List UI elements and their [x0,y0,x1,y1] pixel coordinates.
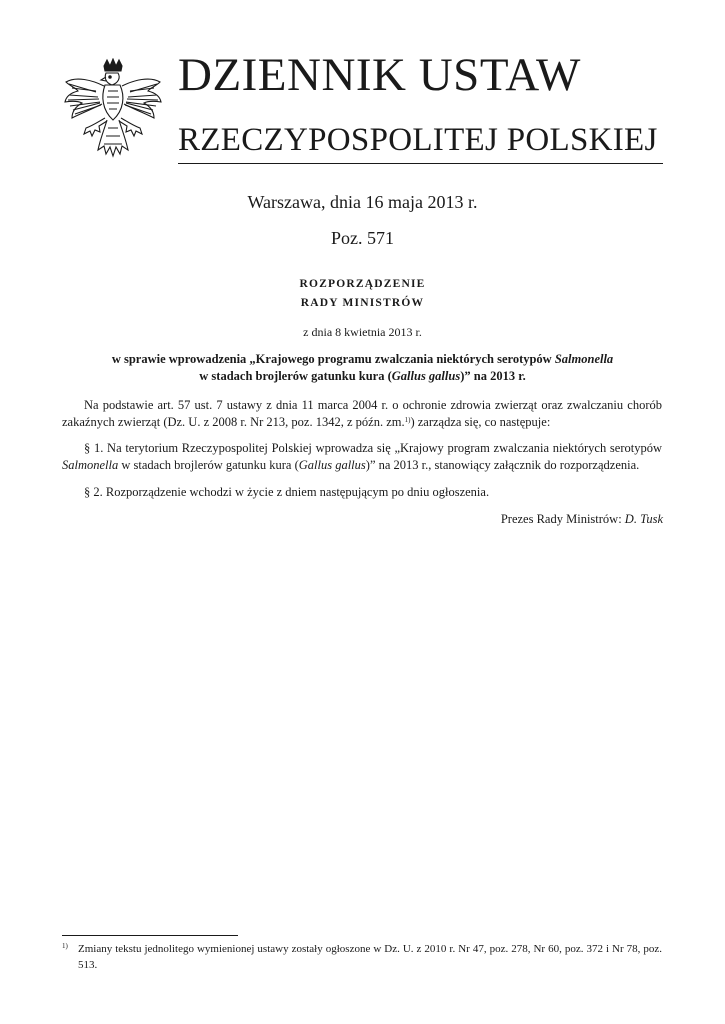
subject-italic: Salmonella [554,352,614,366]
subject-text: )” na 2013 r. [460,369,526,383]
section-1 [62,440,662,474]
section-text: w stadach brojlerów gatunku kura ( [118,458,299,472]
preamble-text: ) zarządza się, co następuje: [410,415,551,429]
position-number: Poz. 571 [331,228,394,248]
footnote-reference[interactable]: 1) [404,416,411,424]
section-2: § 2. Rozporządzenie wchodzi w życie z dniem następującym po dniu ogłoszenia. [84,485,490,499]
preamble-text: Na podstawie art. 57 ust. 7 ustawy z dnia 11 marca 2004 r. o ochronie zdrowia zwierząt oraz zwalczaniu chorób zakaźnych zwierząt (Dz. U. z 2008 r. Nr 213, poz. 1342, z późn. zm. [62,398,662,429]
signature [501,512,663,527]
act-date: z dnia 8 kwietnia 2013 r. [303,325,422,339]
subject-italic: Gallus gallus [391,369,461,383]
signature-name: D. Tusk [624,512,663,526]
footnote [62,941,662,973]
journal-subtitle: RZECZYPOSPOLITEJ POLSKIEJ [178,122,658,158]
act-subject-line-1 [0,352,725,367]
header-rule [178,163,663,164]
signature-role: Prezes Rady Ministrów: [500,512,625,526]
footnote-rule [62,935,238,936]
preamble [62,397,662,431]
section-text: § 1. Na terytorium Rzeczypospolitej Polskiej wprowadza się „Krajowy program zwalczania niektórych serotypów [84,441,662,455]
act-subject-line-2 [0,369,725,384]
subject-text: w sprawie wprowadzenia „Krajowego programu zwalczania niektórych serotypów [111,352,555,366]
publication-date: Warszawa, dnia 16 maja 2013 r. [247,192,478,212]
act-type: ROZPORZĄDZENIE [299,278,426,290]
subject-text: w stadach brojlerów gatunku kura ( [199,369,392,383]
polish-eagle-emblem-icon [60,58,166,164]
section-italic: Gallus gallus [298,458,366,472]
section-text: )” na 2013 r., stanowiący załącznik do rozporządzenia. [365,458,640,472]
footnote-mark: 1) [62,942,68,950]
footnote-text: Zmiany tekstu jednolitego wymienionej ustawy zostały ogłoszone w Dz. U. z 2010 r. Nr 47, poz. 278, Nr 60, poz. 372 i Nr 78, poz. 513. [78,943,662,971]
section-italic: Salmonella [62,458,119,472]
journal-title: DZIENNIK USTAW [178,49,581,101]
act-authority: RADY MINISTRÓW [300,297,425,309]
